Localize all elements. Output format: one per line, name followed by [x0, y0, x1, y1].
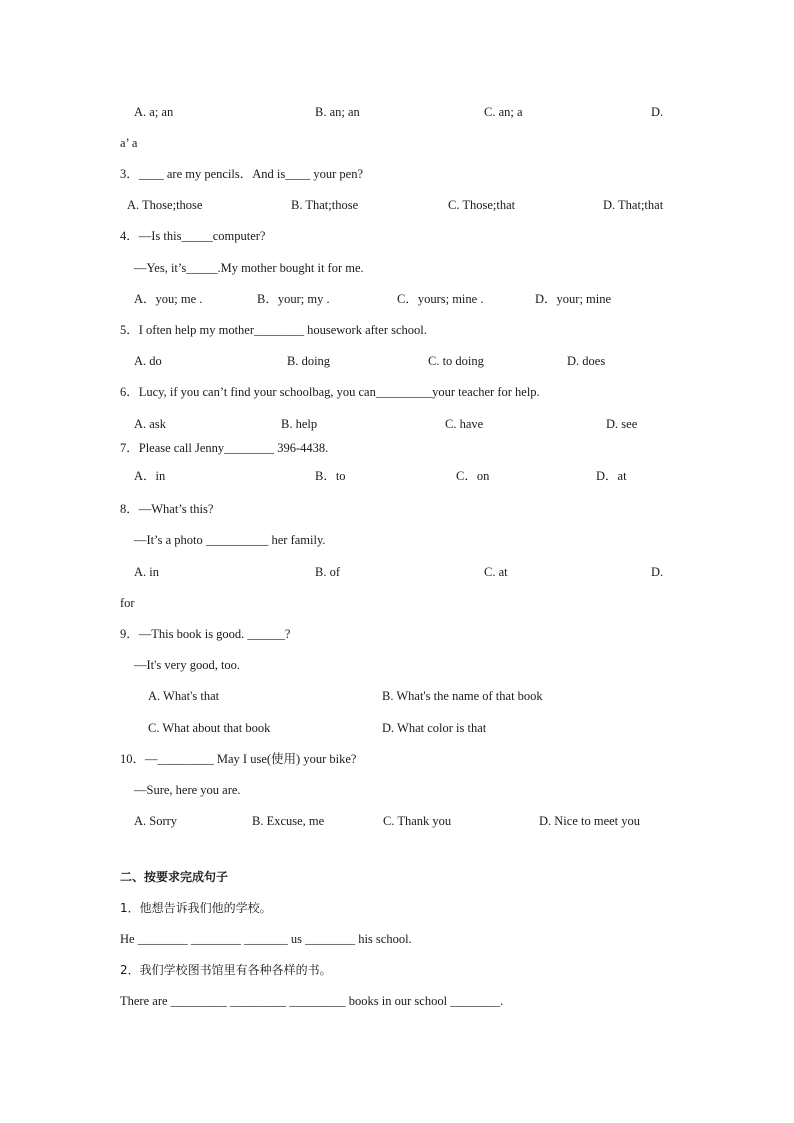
q3-option-d: D. That;that: [603, 198, 664, 212]
q9-option-b: B. What's the name of that book: [382, 689, 543, 703]
q5-option-b: B. doing: [287, 354, 331, 368]
q7-option-d: D．at: [596, 469, 627, 483]
q9-stem: 9．—This book is good. ______?: [120, 627, 291, 641]
q8-option-c: C. at: [484, 565, 508, 579]
q4-option-d: D．your; mine: [535, 292, 612, 306]
q4-stem: 4．—Is this_____computer?: [120, 229, 266, 243]
q6-stem: 6．Lucy, if you can’t find your schoolbag, you can_________your teacher for help.: [120, 385, 540, 399]
q8-stem: 8．—What’s this?: [120, 502, 214, 516]
q4-response: —Yes, it’s_____.My mother bought it for me.: [134, 261, 364, 275]
q7-stem: 7．Please call Jenny________ 396-4438.: [120, 441, 329, 455]
q4-option-c: C．yours; mine .: [397, 292, 484, 306]
q2-option-d: D.: [651, 105, 664, 119]
q6-option-a: A. ask: [134, 417, 166, 431]
q3-option-b: B. That;those: [291, 198, 359, 212]
q9-option-d: D. What color is that: [382, 721, 487, 735]
q7-option-a: A．in: [134, 469, 166, 483]
q4-option-a: A．you; me .: [134, 292, 203, 306]
q10-option-a: A. Sorry: [134, 814, 178, 828]
q5-option-a: A. do: [134, 354, 162, 368]
q3-option-a: A. Those;those: [127, 198, 203, 212]
q6-option-d: D. see: [606, 417, 638, 431]
q3-option-c: C. Those;that: [448, 198, 516, 212]
q3-stem: 3．____ are my pencils．And is____ your pen?: [120, 167, 364, 181]
q10-option-b: B. Excuse, me: [252, 814, 325, 828]
q10-option-d: D. Nice to meet you: [539, 814, 641, 828]
q2-option-a: A. a; an: [134, 105, 174, 119]
sentence-2-chinese: 2．我们学校图书馆里有各种各样的书。: [120, 963, 332, 977]
q8-option-a: A. in: [134, 565, 159, 579]
q6-option-b: B. help: [281, 417, 318, 431]
q7-option-c: C．on: [456, 469, 490, 483]
q5-option-d: D. does: [567, 354, 606, 368]
q6-option-c: C. have: [445, 417, 484, 431]
q2-option-c: C. an; a: [484, 105, 523, 119]
q5-stem: 5．I often help my mother________ housework after school.: [120, 323, 427, 337]
q7-option-b: B．to: [315, 469, 346, 483]
q10-response: —Sure, here you are.: [134, 783, 241, 797]
q2-option-d-continued: a’ a: [120, 136, 138, 150]
q5-option-c: C. to doing: [428, 354, 484, 368]
q8-option-b: B. of: [315, 565, 340, 579]
q9-option-a: A. What's that: [148, 689, 220, 703]
q8-option-d: D.: [651, 565, 664, 579]
q2-option-b: B. an; an: [315, 105, 360, 119]
q9-response: —It's very good, too.: [134, 658, 241, 672]
section-2-title: 二、按要求完成句子: [120, 870, 229, 884]
q8-option-d-continued: for: [120, 596, 135, 610]
q9-option-c: C. What about that book: [148, 721, 271, 735]
sentence-2-english: There are _________ _________ _________ books in our school ________.: [120, 994, 504, 1008]
q10-stem: 10．—_________ May I use(使用) your bike?: [120, 752, 357, 766]
q8-response: —It’s a photo __________ her family.: [134, 533, 326, 547]
sentence-1-chinese: 1．他想告诉我们他的学校。: [120, 901, 272, 915]
sentence-1-english: He ________ ________ _______ us ________ his school.: [120, 932, 412, 946]
q10-option-c: C. Thank you: [383, 814, 452, 828]
q4-option-b: B．your; my .: [257, 292, 330, 306]
